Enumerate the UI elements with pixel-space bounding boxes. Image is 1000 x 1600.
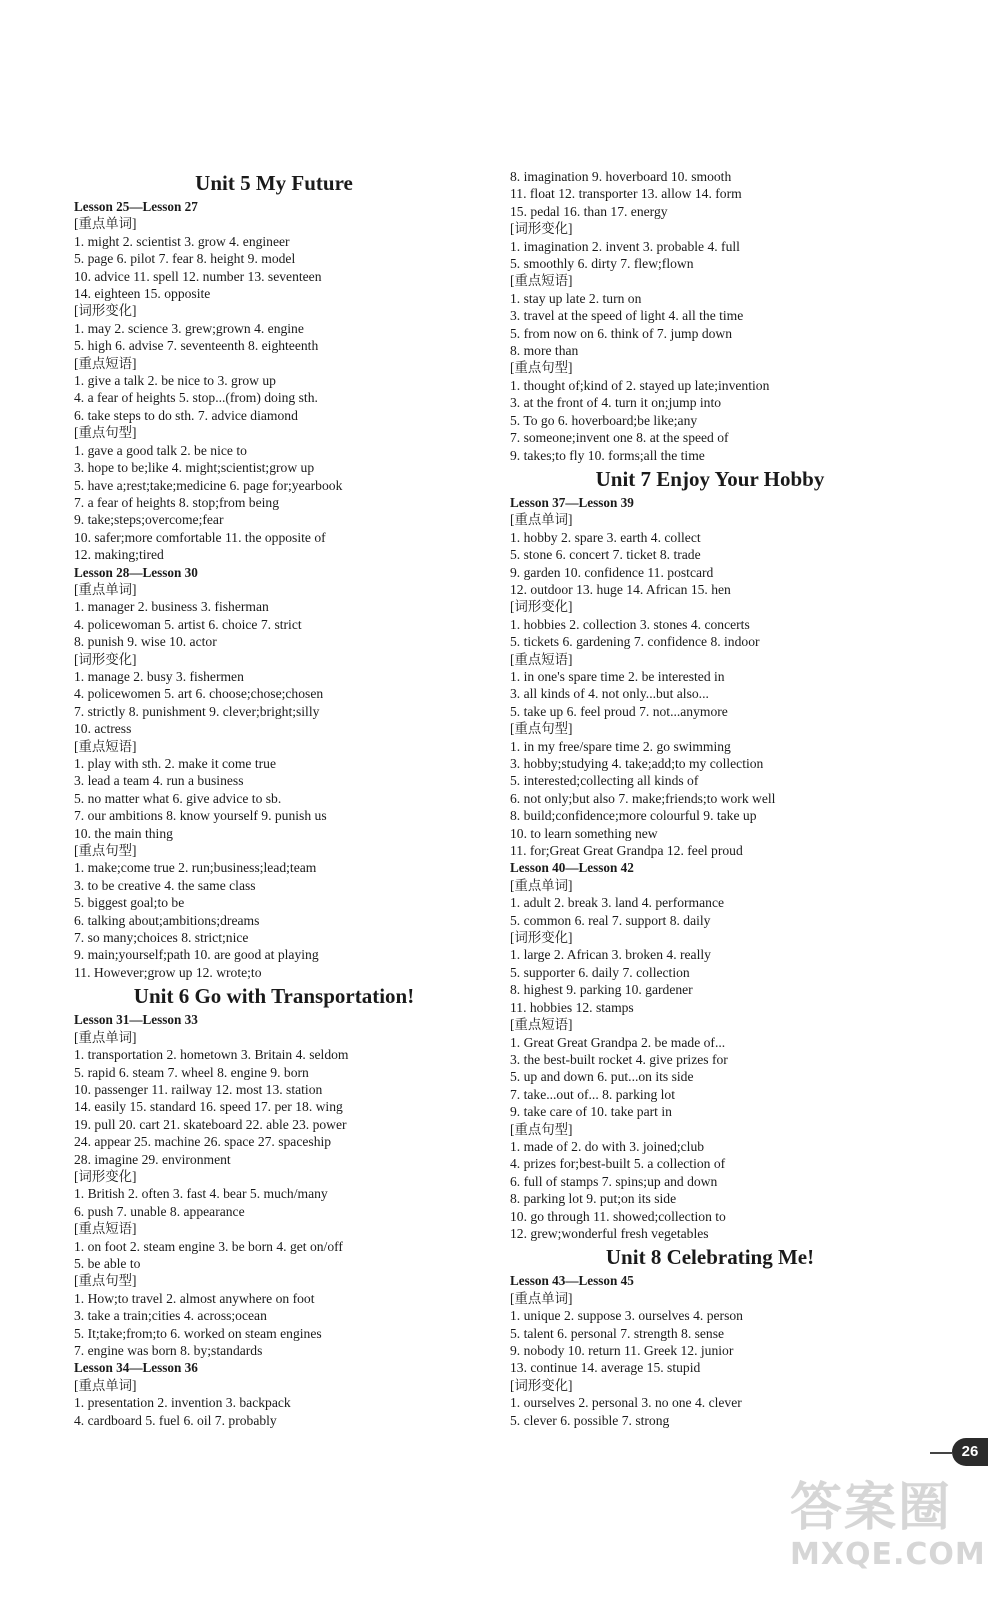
answer-line: 8. punish 9. wise 10. actor [74,634,217,650]
answer-line: 6. take steps to do sth. 7. advice diamond [74,407,298,423]
section-label: [重点句型] [510,1121,573,1137]
answer-line: 5. tickets 6. gardening 7. confidence 8. indoor [510,634,760,650]
answer-line: 10. actress [74,721,132,737]
answer-line: 1. stay up late 2. turn on [510,290,642,306]
section-label: [重点句型] [510,721,573,737]
answer-line: 1. in one's spare time 2. be interested in [510,668,725,684]
answer-line: 5. rapid 6. steam 7. wheel 8. engine 9. born [74,1064,309,1080]
answer-line: 5. no matter what 6. give advice to sb. [74,790,282,806]
answer-line: 5. To go 6. hoverboard;be like;any [510,412,698,428]
answer-line: 1. manager 2. business 3. fisherman [74,599,269,615]
answer-line: 5. biggest goal;to be [74,895,185,911]
answer-line: 9. take care of 10. take part in [510,1104,672,1120]
answer-line: 4. policewoman 5. artist 6. choice 7. strict [74,616,302,632]
answer-line: 3. the best-built rocket 4. give prizes for [510,1051,728,1067]
section-label: [重点短语] [74,355,137,371]
answer-line: 1. thought of;kind of 2. stayed up late;invention [510,377,770,393]
lesson-title: Lesson 25—Lesson 27 [74,199,198,214]
answer-line: 3. travel at the speed of light 4. all the time [510,308,744,324]
answer-line: 12. grew;wonderful fresh vegetables [510,1225,709,1241]
section-label: [重点单词] [74,581,137,597]
section-label: [词形变化] [510,599,573,615]
answer-line: 5. up and down 6. put...on its side [510,1069,694,1085]
answer-line: 7. someone;invent one 8. at the speed of [510,430,729,446]
answer-line: 1. might 2. scientist 3. grow 4. engineer [74,233,290,249]
answer-line: 7. so many;choices 8. strict;nice [74,930,249,946]
unit-title: Unit 8 Celebrating Me! [605,1245,815,1270]
answer-line: 15. pedal 16. than 17. energy [510,203,668,219]
answer-line: 1. unique 2. suppose 3. ourselves 4. person [510,1308,743,1324]
answer-line: 5. interested;collecting all kinds of [510,773,699,789]
section-label: [词形变化] [510,221,573,237]
answer-line: 9. garden 10. confidence 11. postcard [510,564,714,580]
answer-line: 3. all kinds of 4. not only...but also... [510,686,709,702]
section-label: [词形变化] [74,651,137,667]
answer-line: 1. presentation 2. invention 3. backpack [74,1395,291,1411]
right-column [510,168,910,1429]
unit-title: Unit 6 Go with Transportation! [133,984,415,1009]
answer-line: 4. policewomen 5. art 6. choose;chose;chosen [74,686,324,702]
section-label: [词形变化] [510,1377,573,1393]
answer-line: 1. large 2. African 3. broken 4. really [510,947,711,963]
watermark-url: MXQE.COM [790,1537,986,1572]
section-label: [重点短语] [510,651,573,667]
answer-line: 6. push 7. unable 8. appearance [74,1203,245,1219]
answer-line: 14. easily 15. standard 16. speed 17. per 18. wing [74,1099,343,1115]
answer-line: 1. in my free/spare time 2. go swimming [510,738,731,754]
answer-line: 19. pull 20. cart 21. skateboard 22. able 23. power [74,1116,347,1132]
answer-line: 8. more than [510,343,579,359]
answer-line: 9. nobody 10. return 11. Greek 12. junior [510,1343,734,1358]
answer-line: 5. supporter 6. daily 7. collection [510,964,690,980]
answer-line: 7. a fear of heights 8. stop;from being [74,494,279,510]
answer-line: 5. high 6. advise 7. seventeenth 8. eighteenth [74,338,319,354]
section-label: [重点短语] [510,1017,573,1033]
answer-line: 10. the main thing [74,825,173,841]
answer-line: 5. from now on 6. think of 7. jump down [510,325,733,341]
answer-line: 6. talking about;ambitions;dreams [74,912,260,928]
answer-line: 11. for;Great Great Grandpa 12. feel proud [510,843,743,859]
answer-line: 13. continue 14. average 15. stupid [510,1360,701,1376]
answer-line: 3. hobby;studying 4. take;add;to my collection [510,756,764,771]
section-label: [重点句型] [74,425,137,441]
answer-line: 1. hobbies 2. collection 3. stones 4. concerts [510,616,750,632]
answer-line: 5. common 6. real 7. support 8. daily [510,912,711,928]
answer-line: 1. How;to travel 2. almost anywhere on foot [74,1290,315,1306]
answer-line: 3. hope to be;like 4. might;scientist;grow up [74,460,315,476]
answer-line: 1. on foot 2. steam engine 3. be born 4. get on/off [74,1238,343,1254]
section-label: [重点句型] [510,360,573,376]
section-label: [重点短语] [510,273,573,289]
answer-line: 11. hobbies 12. stamps [510,999,634,1015]
answer-line: 5. have a;rest;take;medicine 6. page for;yearbook [74,477,343,493]
answer-line: 5. talent 6. personal 7. strength 8. sense [510,1325,725,1341]
answer-line: 1. gave a good talk 2. be nice to [74,442,247,458]
section-label: [重点单词] [510,877,573,893]
answer-line: 11. However;grow up 12. wrote;to [74,964,262,980]
answer-line: 1. give a talk 2. be nice to 3. grow up [74,373,276,389]
answer-line: 5. It;take;from;to 6. worked on steam engines [74,1325,322,1341]
answer-line: 6. not only;but also 7. make;friends;to work well [510,790,776,806]
answer-line: 12. outdoor 13. huge 14. African 15. hen [510,581,731,597]
answer-line: 1. British 2. often 3. fast 4. bear 5. much/many [74,1186,328,1202]
lesson-title: Lesson 37—Lesson 39 [510,494,634,510]
answer-line: 9. takes;to fly 10. forms;all the time [510,447,705,463]
answer-line: 10. go through 11. showed;collection to [510,1208,726,1224]
section-label: [重点单词] [74,1377,137,1393]
answer-line: 8. build;confidence;more colourful 9. take up [510,808,757,824]
answer-line: 8. imagination 9. hoverboard 10. smooth [510,169,732,184]
answer-line: 3. at the front of 4. turn it on;jump into [510,395,722,411]
section-label: [重点短语] [74,1221,137,1237]
answer-line: 9. take;steps;overcome;fear [74,512,224,528]
page-number: 26 [952,1438,988,1466]
answer-line: 3. take a train;cities 4. across;ocean [74,1308,267,1324]
answer-line: 5. be able to [74,1255,141,1271]
answer-line: 4. cardboard 5. fuel 6. oil 7. probably [74,1412,277,1428]
section-label: [词形变化] [74,303,137,319]
answer-line: 14. eighteen 15. opposite [74,286,211,302]
answer-line: 10. passenger 11. railway 12. most 13. station [74,1081,323,1097]
answer-line: 9. main;yourself;path 10. are good at playing [74,947,319,963]
left-column [74,168,474,1429]
answer-line: 11. float 12. transporter 13. allow 14. form [510,186,742,202]
answer-line: 10. advice 11. spell 12. number 13. seventeen [74,268,322,284]
answer-line: 7. take...out of... 8. parking lot [510,1086,675,1102]
section-label: [重点单词] [74,216,137,232]
answer-line: 5. clever 6. possible 7. strong [510,1412,670,1428]
unit-title: Unit 7 Enjoy Your Hobby [595,466,825,491]
answer-line: 4. a fear of heights 5. stop...(from) doing sth. [74,390,318,406]
answer-line: 7. our ambitions 8. know yourself 9. punish us [74,808,327,824]
page-number-dash [930,1452,952,1454]
lesson-title: Lesson 40—Lesson 42 [510,860,634,876]
answer-line: 7. engine was born 8. by;standards [74,1343,263,1358]
answer-line: 7. strictly 8. punishment 9. clever;bright;silly [74,703,320,719]
section-label: [重点句型] [74,843,137,859]
section-label: [重点短语] [74,738,137,754]
watermark-text: 答案圈 [790,1478,953,1538]
answer-line: 10. safer;more comfortable 11. the opposite of [74,529,326,545]
section-label: [重点单词] [510,1290,573,1306]
answer-line: 1. adult 2. break 3. land 4. performance [510,895,725,911]
watermark-logo [790,1478,990,1588]
answer-line: 1. hobby 2. spare 3. earth 4. collect [510,529,701,545]
answer-line: 24. appear 25. machine 26. space 27. spaceship [74,1134,332,1150]
section-label: [词形变化] [510,930,573,946]
answer-line: 1. ourselves 2. personal 3. no one 4. clever [510,1395,742,1411]
section-label: [重点单词] [510,512,573,528]
answer-line: 1. transportation 2. hometown 3. Britain 4. seldom [74,1047,349,1063]
answer-line: 1. Great Great Grandpa 2. be made of... [510,1034,726,1050]
answer-line: 8. highest 9. parking 10. gardener [510,982,693,998]
answer-line: 3. lead a team 4. run a business [74,773,244,789]
lesson-title: Lesson 31—Lesson 33 [74,1012,198,1028]
unit-title: Unit 5 My Future [195,171,353,195]
answer-line: 3. to be creative 4. the same class [74,877,256,893]
answer-line: 1. play with sth. 2. make it come true [74,756,276,771]
lesson-title: Lesson 34—Lesson 36 [74,1360,198,1376]
answer-line: 4. prizes for;best-built 5. a collection of [510,1156,726,1172]
section-label: [词形变化] [74,1168,137,1184]
answer-line: 1. imagination 2. invent 3. probable 4. full [510,238,740,254]
lesson-title: Lesson 43—Lesson 45 [510,1273,634,1289]
answer-line: 8. parking lot 9. put;on its side [510,1191,677,1207]
answer-line: 10. to learn something new [510,825,658,841]
section-label: [重点句型] [74,1273,137,1289]
answer-line: 1. make;come true 2. run;business;lead;team [74,860,317,876]
answer-line: 5. stone 6. concert 7. ticket 8. trade [510,547,701,563]
lesson-title: Lesson 28—Lesson 30 [74,564,198,580]
answer-line: 1. manage 2. busy 3. fishermen [74,668,244,684]
section-label: [重点单词] [74,1029,137,1045]
answer-line: 1. may 2. science 3. grew;grown 4. engine [74,320,304,336]
answer-line: 5. smoothly 6. dirty 7. flew;flown [510,256,694,272]
answer-line: 5. take up 6. feel proud 7. not...anymore [510,703,728,719]
answer-line: 1. made of 2. do with 3. joined;club [510,1138,705,1154]
answer-line: 5. page 6. pilot 7. fear 8. height 9. model [74,251,296,267]
answer-line: 28. imagine 29. environment [74,1151,231,1167]
answer-line: 6. full of stamps 7. spins;up and down [510,1173,718,1189]
answer-line: 12. making;tired [74,547,164,563]
